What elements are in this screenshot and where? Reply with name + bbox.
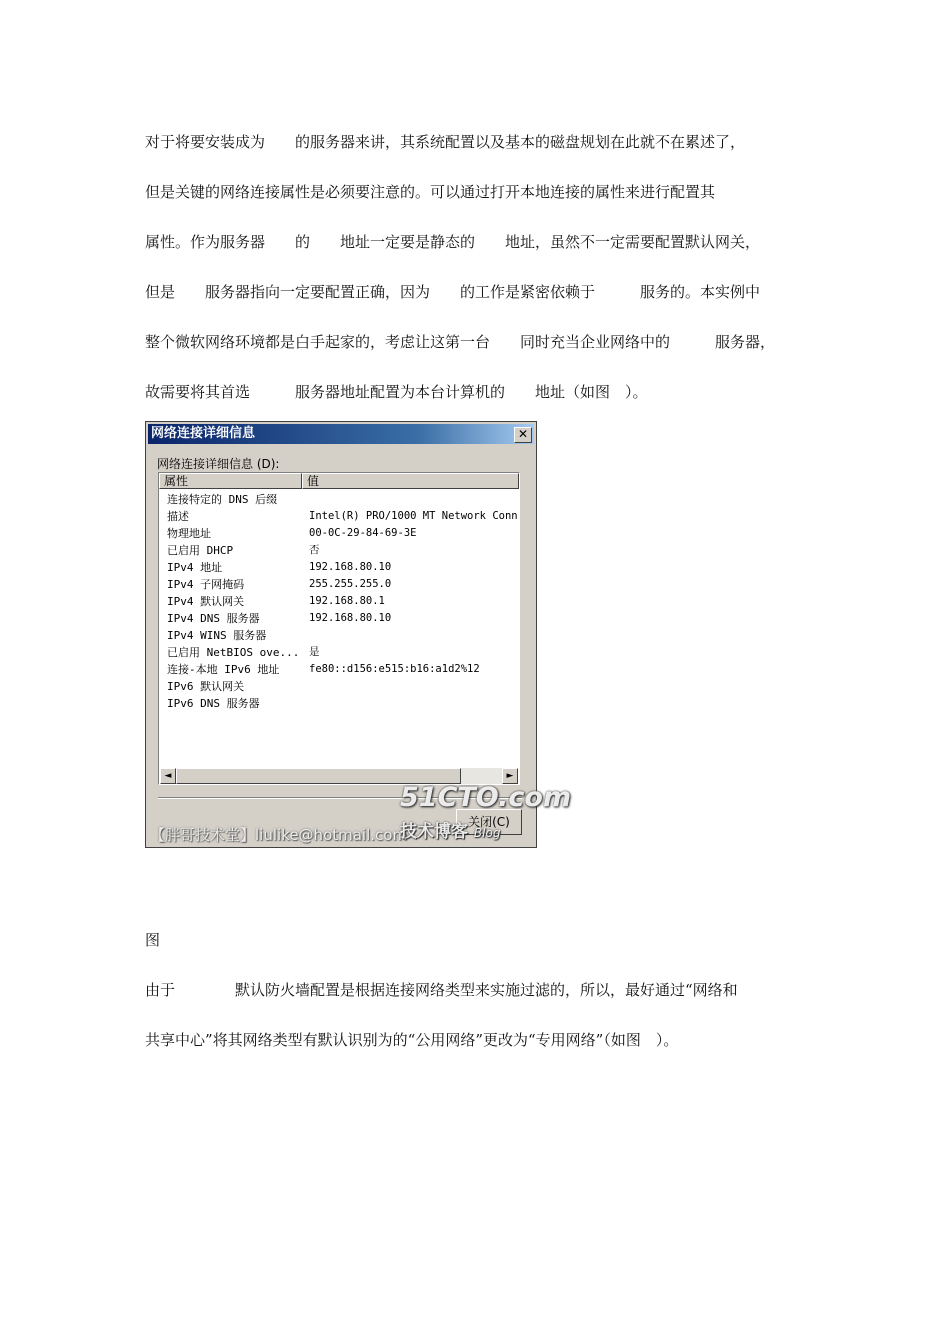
row-property: IPv6 DNS 服务器	[167, 697, 260, 710]
text-line: 但是 服务器指向一定要配置正确，因为 的工作是紧密依赖于 服务的。本实例中	[145, 283, 761, 301]
network-details-dialog	[145, 421, 572, 848]
text-line: 整个微软网络环境都是白手起家的，考虑让这第一台 同时充当企业网络中的 服务器，	[145, 333, 776, 351]
row-property: 已启用 DHCP	[167, 544, 234, 557]
text-line: 但是关键的网络连接属性是必须要注意的。可以通过打开本地连接的属性来进行配置其	[145, 183, 716, 201]
watermark-blog-text: 技术博客	[400, 822, 468, 842]
table-row[interactable]	[159, 627, 519, 644]
watermark-blog-suffix: Blog	[473, 826, 501, 840]
row-property: 连接特定的 DNS 后缀	[167, 493, 278, 506]
row-property: 描述	[167, 510, 189, 523]
row-value: 192.168.80.1	[309, 595, 385, 607]
details-group-label: 网络连接详细信息 (D):	[157, 457, 280, 471]
row-value: 192.168.80.10	[309, 612, 392, 624]
column-header-property[interactable]: 属性	[159, 473, 302, 489]
table-row[interactable]	[159, 661, 519, 678]
row-value: 00-0C-29-84-69-3E	[309, 527, 417, 539]
row-property: 已启用 NetBIOS ove...	[167, 646, 300, 659]
caption-text: 图	[145, 931, 161, 949]
table-row[interactable]	[159, 508, 519, 525]
row-property: IPv6 默认网关	[167, 680, 245, 693]
scroll-left-icon[interactable]: ◄	[160, 768, 176, 784]
table-row[interactable]	[159, 559, 519, 576]
close-icon[interactable]: ✕	[514, 427, 532, 443]
table-row[interactable]	[159, 593, 519, 610]
row-property: 物理地址	[167, 527, 211, 540]
text-line: 属性。作为服务器 的 地址一定要是静态的 地址，虽然不一定需要配置默认网关，	[145, 233, 761, 251]
text-line: 故需要将其首选 服务器地址配置为本台计算机的 地址（如图 ）。	[145, 383, 648, 401]
watermark-author: 【胖哥技术堂】liulike@hotmail.com	[150, 826, 408, 844]
row-value: fe80::d156:e515:b16:a1d2%12	[309, 663, 480, 675]
row-value: 否	[309, 544, 320, 556]
table-row[interactable]	[159, 610, 519, 627]
column-header-value[interactable]: 值	[302, 473, 519, 489]
row-property: IPv4 子网掩码	[167, 578, 245, 591]
row-value: 192.168.80.10	[309, 561, 392, 573]
row-property: IPv4 默认网关	[167, 595, 245, 608]
row-property: IPv4 DNS 服务器	[167, 612, 260, 625]
text-line: 对于将要安装成为 的服务器来讲，其系统配置以及基本的磁盘规划在此就不在累述了，	[145, 133, 746, 151]
text-line: 共享中心”将其网络类型有默认识别为的“公用网络”更改为“专用网络”（如图 ）。	[145, 1031, 679, 1049]
details-listview[interactable]	[158, 472, 520, 785]
dialog-titlebar[interactable]	[148, 424, 534, 444]
row-value: Intel(R) PRO/1000 MT Network Conn	[309, 510, 518, 522]
row-property: 连接-本地 IPv6 地址	[167, 663, 280, 676]
table-row[interactable]	[159, 695, 519, 712]
table-row[interactable]	[159, 576, 519, 593]
table-row[interactable]	[159, 542, 519, 559]
table-row[interactable]	[159, 525, 519, 542]
table-row[interactable]	[159, 644, 519, 661]
table-row[interactable]	[159, 491, 519, 508]
scroll-right-icon[interactable]: ►	[502, 768, 518, 784]
dialog-title: 网络连接详细信息	[151, 426, 256, 441]
watermark-blog	[400, 817, 500, 842]
row-property: IPv4 WINS 服务器	[167, 629, 267, 642]
watermark-logo: 51CTO.com	[400, 782, 572, 813]
table-row[interactable]	[159, 678, 519, 695]
close-button[interactable]: 关闭(C)	[456, 809, 522, 835]
row-value: 255.255.255.0	[309, 578, 392, 590]
text-line: 由于 默认防火墙配置是根据连接网络类型来实施过滤的，所以，最好通过“网络和	[145, 981, 738, 999]
row-property: IPv4 地址	[167, 561, 223, 574]
row-value: 是	[309, 646, 320, 658]
